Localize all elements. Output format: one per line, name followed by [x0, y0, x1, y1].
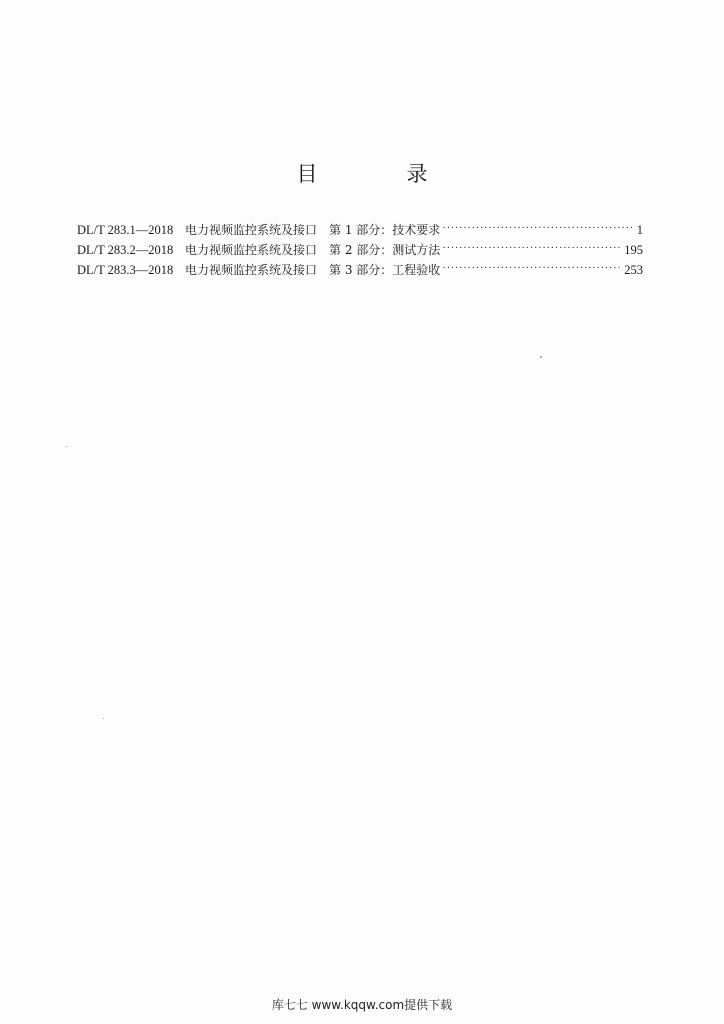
toc-entry-page: 253: [624, 263, 643, 277]
toc-dot-leader: [442, 218, 633, 238]
toc-entry[interactable]: [77, 260, 643, 280]
toc-entry-part: 第 1 部分：技术要求: [329, 223, 441, 237]
scan-speck: [66, 446, 67, 447]
toc-dot-leader: [442, 258, 622, 278]
scan-speck: [540, 356, 542, 358]
toc-entry[interactable]: [77, 240, 643, 260]
table-of-contents: [77, 220, 643, 280]
toc-entry-name: 电力视频监控系统及接口: [185, 223, 318, 237]
toc-entry-part: 第 2 部分：测试方法: [329, 243, 441, 257]
download-footer: 库七七 www.kqqw.com提供下载: [271, 998, 453, 1012]
toc-entry-part: 第 3 部分：工程验收: [329, 263, 441, 277]
toc-entry-name: 电力视频监控系统及接口: [185, 243, 318, 257]
toc-entry-code: DL/T 283.2—2018: [77, 243, 174, 257]
toc-entry-name: 电力视频监控系统及接口: [185, 263, 318, 277]
toc-entry-code: DL/T 283.3—2018: [77, 263, 174, 277]
toc-entry[interactable]: [77, 220, 643, 240]
page-title: 目 录: [296, 162, 462, 186]
toc-dot-leader: [442, 238, 622, 258]
toc-entry-page: 1: [636, 223, 643, 237]
toc-entry-page: 195: [624, 243, 643, 257]
scan-speck: [103, 718, 104, 719]
toc-entry-code: DL/T 283.1—2018: [77, 223, 174, 237]
